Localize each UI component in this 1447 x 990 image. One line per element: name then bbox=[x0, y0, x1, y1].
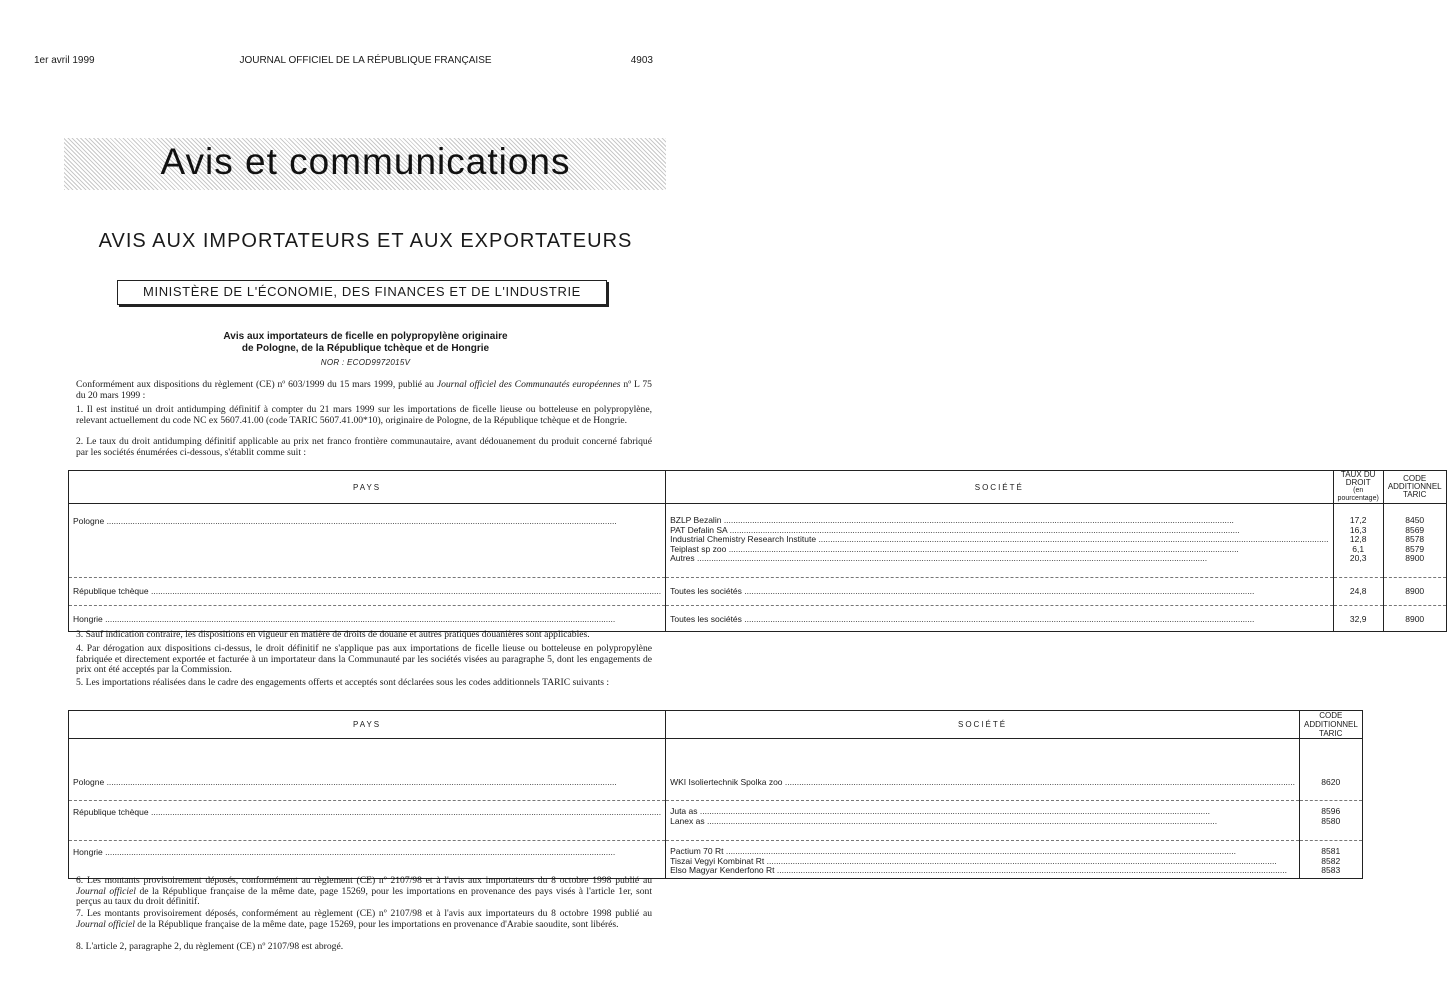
taric-code: 8450 bbox=[1405, 515, 1425, 525]
col-pays: PAYS bbox=[352, 482, 382, 492]
intro-paragraph bbox=[76, 380, 652, 401]
paragraph-7 bbox=[76, 909, 652, 930]
taric-code: 8579 bbox=[1405, 543, 1425, 554]
rate-value: 24,8 bbox=[1333, 578, 1383, 606]
paragraph-8: 8. L'article 2, paragraphe 2, du règlement (CE) nº 2107/98 est abrogé. bbox=[76, 941, 344, 952]
page-number: 4903 bbox=[630, 55, 653, 66]
col-societe: SOCIÉTÉ bbox=[666, 471, 1333, 504]
nor-reference: NOR : ECOD9972015V bbox=[320, 358, 411, 367]
paragraph-2: 2. Le taux du droit antidumping définitif applicable au prix net franco frontière communautaire, avant dédouanement du produit concerné fabriqué par les sociétés énumérées ci-dessous, s'établit comme suit : bbox=[76, 436, 652, 458]
taric-code: 8620 bbox=[1300, 739, 1362, 801]
paragraph-4: 4. Par dérogation aux dispositions ci-dessus, le droit définitif ne s'applique pas aux importations de ficelle lieuse ou botteleuse en polypropylène fabriquée et directement exportée et facturée à un importateur dans la Communauté par les sociétés visées au paragraphe 5, dont les engagements de prix ont été acceptés par la Commission. bbox=[76, 643, 652, 676]
rate-value: 6,1 bbox=[1352, 543, 1365, 554]
taric-code: 8900 bbox=[1405, 553, 1425, 563]
notice-title bbox=[0, 331, 731, 355]
paragraph-5: 5. Les importations réalisées dans le cadre des engagements offerts et acceptés sont déclarées sous les codes additionnels TARIC suivants : bbox=[76, 677, 610, 688]
col-code-label: CODE ADDITIONNEL bbox=[1387, 474, 1442, 491]
company-row: Lanex as ..... bbox=[670, 817, 1295, 827]
intro-text-a: Conformément aux dispositions du règlement (CE) nº 603/1999 du 15 mars 1999, publié au bbox=[76, 379, 437, 390]
col-societe: SOCIÉTÉ bbox=[666, 711, 1300, 739]
col-pays: PAYS bbox=[352, 720, 382, 729]
taric-code: 8583 bbox=[1321, 865, 1341, 875]
country-hongrie: Hongrie ..... bbox=[73, 614, 661, 624]
company-row: Juta as ..... bbox=[670, 807, 1295, 817]
company-row: Elso Magyar Kenderfono Rt ..... bbox=[670, 866, 1295, 876]
p7-journal: Journal officiel bbox=[76, 918, 135, 930]
p6-journal: Journal officiel bbox=[76, 885, 136, 897]
rate-value: 20,3 bbox=[1349, 553, 1367, 563]
col-code bbox=[1383, 471, 1446, 504]
taric-code: 8900 bbox=[1383, 578, 1446, 606]
company-row: Toutes les sociétés ..... bbox=[670, 614, 1328, 624]
paragraph-1: 1. Il est institué un droit antidumping définitif à compter du 21 mars 1999 sur les importations de ficelle lieuse ou botteleuse en polypropylène, relevant actuellement du code NC ex 5607.41.00 (code TARIC 5607.41.00*10), originaire de Pologne, de la République tchèque et de Hongrie. bbox=[76, 404, 652, 426]
paragraph-3: 3. Sauf indication contraire, les dispositions en vigueur en matière de droits de douane et autres pratiques douanières sont applicables. bbox=[76, 629, 590, 640]
table-row-pologne bbox=[69, 504, 1447, 578]
col-taux-label: TAUX DU DROIT bbox=[1340, 470, 1376, 487]
col-code-sub: TARIC bbox=[1403, 490, 1427, 499]
company-row: Industrial Chemistry Research Institute ..... bbox=[670, 535, 1328, 545]
company-row: Toutes les sociétés ..... bbox=[670, 586, 1328, 596]
taric-code: 8578 bbox=[1405, 534, 1425, 544]
banner-title: Avis et communications bbox=[160, 141, 571, 182]
intro-journal-link: Journal officiel des Communautés européennes bbox=[436, 379, 621, 390]
table-row-hongrie bbox=[69, 841, 1363, 879]
ministry-title: MINISTÈRE DE L'ÉCONOMIE, DES FINANCES ET DE L'INDUSTRIE bbox=[143, 284, 581, 299]
company-row: Tiszai Vegyi Kombinat Rt ..... bbox=[670, 857, 1295, 867]
company-row: Teiplast sp zoo ..... bbox=[670, 545, 1328, 555]
col-code: CODE ADDITIONNEL TARIC bbox=[1300, 711, 1362, 739]
company-row: WKI Isoliertechnik Spolka zoo ..... bbox=[670, 777, 1295, 787]
country-pologne: Pologne ..... bbox=[73, 516, 661, 526]
rate-value: 17,2 bbox=[1349, 515, 1367, 525]
table-row-republique-tcheque bbox=[69, 578, 1447, 606]
undertakings-table bbox=[68, 710, 1363, 879]
table-row-republique-tcheque bbox=[69, 801, 1363, 841]
taric-code: 8582 bbox=[1321, 855, 1341, 866]
rate-value: 12,8 bbox=[1349, 534, 1367, 544]
country-hongrie: Hongrie ..... bbox=[73, 847, 661, 857]
p6-text-c: de la République française de la même date, page 15269, pour les importations en provenance des pays visés à l'article 1er, sont perçus au taux du droit définitif. bbox=[76, 885, 652, 908]
p6-text-a: 6. Les montants provisoirement déposés, conformément au règlement (CE) nº 2107/98 et à l'avis aux importateurs du 8 octobre 1998 publié au bbox=[76, 875, 652, 886]
paragraph-6 bbox=[76, 876, 652, 908]
notice-title-line2: de Pologne, de la République tchèque et de Hongrie bbox=[241, 343, 490, 354]
company-row: Autres ..... bbox=[670, 554, 1328, 564]
taric-code: 8580 bbox=[1321, 815, 1341, 826]
company-row: PAT Defalin SA ..... bbox=[670, 526, 1328, 536]
taric-code: 8900 bbox=[1383, 606, 1446, 632]
section-title: AVIS AUX IMPORTATEURS ET AUX EXPORTATEURS bbox=[98, 230, 633, 252]
rates-table bbox=[68, 470, 1447, 632]
col-taux bbox=[1333, 471, 1383, 504]
company-row: Pactium 70 Rt ..... bbox=[670, 847, 1295, 857]
p7-text-a: 7. Les montants provisoirement déposés, conformément au règlement (CE) nº 2107/98 et à l'avis aux importateurs du 8 octobre 1998 publié au bbox=[76, 908, 652, 919]
country-tcheque: République tchèque ..... bbox=[73, 807, 661, 817]
table-row-hongrie bbox=[69, 606, 1447, 632]
country-tcheque: République tchèque ..... bbox=[73, 586, 661, 596]
taric-code: 8596 bbox=[1321, 806, 1341, 816]
country-pologne: Pologne ..... bbox=[73, 777, 661, 787]
rate-value: 16,3 bbox=[1349, 524, 1367, 535]
header-date: 1er avril 1999 bbox=[34, 55, 95, 66]
rate-value: 32,9 bbox=[1333, 606, 1383, 632]
taric-code: 8581 bbox=[1321, 846, 1341, 856]
table-row-pologne bbox=[69, 739, 1363, 801]
journal-name: JOURNAL OFFICIEL DE LA RÉPUBLIQUE FRANÇAISE bbox=[239, 55, 492, 66]
col-taux-unit: (en pourcentage) bbox=[1337, 487, 1379, 502]
p7-text-c: de la République française de la même date, page 15269, pour les importations en provenance d'Arabie saoudite, sont libérés. bbox=[134, 918, 619, 930]
notice-title-line1: Avis aux importateurs de ficelle en polypropylène originaire bbox=[223, 331, 508, 342]
intro-text-c: nº L 75 du 20 mars 1999 : bbox=[76, 379, 652, 401]
company-row: BZLP Bezalin ..... bbox=[670, 516, 1328, 526]
taric-code: 8569 bbox=[1405, 524, 1425, 535]
